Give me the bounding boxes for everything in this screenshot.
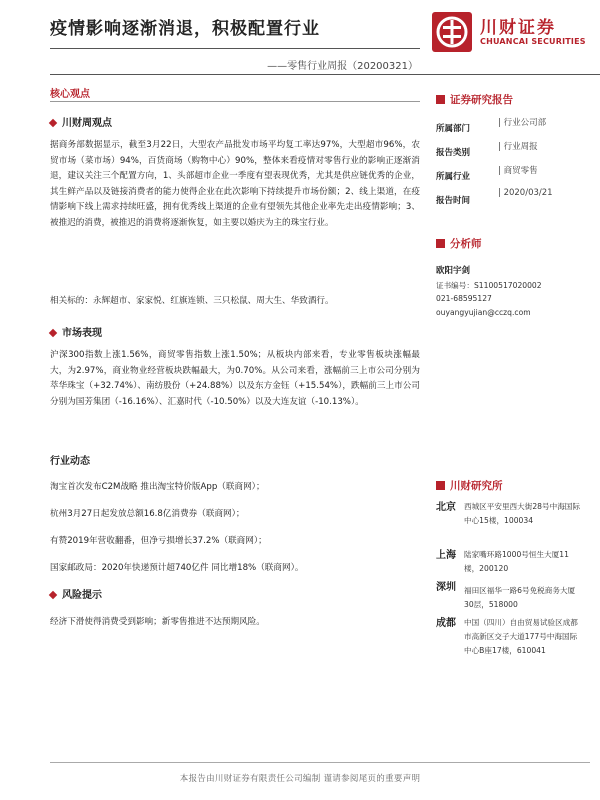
market-heading-text: 市场表现	[62, 328, 102, 339]
weekly-view-text: 据商务部数据显示，截至3月22日，大型农产品批发市场平均复工率达97%，大型超市96%，农贸市场（菜市场）94%，百货商场（购物中心）90%，整体来看疫情对零售行业的影响正逐渐消退，建议关注三个配置方向，1、头部超市企业一季度有望表现优秀，尤其是供应链优秀的企业，其生鲜产品以及链接消费者的能力使得企业在此次影响下持续提升市场份额；2、线上渠道，在疫情影响下线上需求持续旺盛，拥有优秀线上渠道的企业有望领先其他企业率先走出疫情影响；3、被推迟的消费，被推迟的消费将逐渐恢复，如主要以婚庆为主的珠宝行业。	[50, 140, 420, 228]
analyst-heading	[436, 236, 482, 251]
analyst-heading-text: 分析师	[450, 238, 482, 250]
industry-item: 国家邮政局：2020年快递预计超740亿件 同比增18%（联商网）。	[50, 563, 304, 573]
brand-name-cn: 川财证券	[480, 18, 556, 38]
info-value: | 行业周报	[498, 142, 538, 152]
report-info-heading-text: 证券研究报告	[450, 94, 513, 106]
industry-item: 杭州3月27日起发放总额16.8亿消费券（联商网）；	[50, 509, 245, 519]
market-heading	[50, 324, 102, 339]
info-label: 所属部门	[436, 124, 471, 134]
header-divider	[50, 74, 600, 75]
weekly-view-heading	[50, 114, 112, 129]
diamond-bullet-icon	[49, 591, 57, 599]
info-value: | 行业公司部	[498, 118, 547, 128]
title-divider	[50, 48, 420, 49]
analyst-phone: 021-68595127	[436, 294, 492, 303]
info-value: | 2020/03/21	[498, 188, 553, 198]
info-value-text: 2020/03/21	[503, 188, 553, 198]
info-row	[436, 164, 600, 188]
report-title: 疫情影响逐渐消退，积极配置行业	[50, 19, 320, 39]
research-institute-heading-text: 川财研究所	[450, 480, 503, 492]
chuancai-logo-icon	[432, 12, 472, 52]
info-row	[436, 116, 600, 140]
info-value-text: 行业周报	[503, 142, 538, 152]
research-institute-heading	[436, 478, 503, 493]
info-row	[436, 140, 600, 164]
analyst-name: 欧阳宇剑	[436, 266, 471, 276]
info-label: 所属行业	[436, 172, 471, 182]
industry-item: 淘宝首次发布C2M战略 推出淘宝特价版App（联商网）；	[50, 482, 265, 492]
info-label: 报告类别	[436, 148, 471, 158]
info-value-text: 行业公司部	[503, 118, 547, 128]
office-city: 成都	[436, 618, 456, 629]
core-view-label: 核心观点	[50, 89, 90, 100]
industry-item: 有赞2019年营收翻番，但净亏损增长37.2%（联商网）；	[50, 536, 267, 546]
report-info-heading	[436, 92, 513, 107]
risk-heading-text: 风险提示	[62, 590, 102, 601]
market-text: 沪深300指数上涨1.56%，商贸零售指数上涨1.50%；从板块内部来看，专业零售板块涨幅最大，为2.97%，商业物业经营板块跌幅最大，为0.70%。从公司来看，涨幅前三上市公司分别为萃华珠宝（+32.74%）、南纺股份（+24.88%）以及东方金钰（+15.54%），跌幅前三上市公司分别为国芳集团（-16.16%）、汇嘉时代（-10.50%）以及大连友谊（-10.13%）。	[50, 350, 420, 407]
brand-name-en: CHUANCAI SECURITIES	[480, 37, 586, 46]
report-subtitle: ——零售行业周报（20200321）	[267, 61, 418, 72]
square-bullet-icon	[436, 239, 445, 248]
core-divider	[50, 101, 420, 102]
report-info-table	[436, 116, 600, 212]
weekly-view-heading-text: 川财周观点	[62, 118, 112, 129]
square-bullet-icon	[436, 95, 445, 104]
info-value-text: 商贸零售	[503, 166, 538, 176]
office-address: 西城区平安里西大街28号中海国际中心15楼，100034	[464, 502, 580, 525]
risk-text: 经济下滑使得消费受到影响；新零售推进不达预期风险。	[50, 617, 265, 627]
office-city: 北京	[436, 502, 456, 513]
footer-divider	[50, 762, 590, 763]
analyst-license: 证书编号：S1100517020002	[436, 281, 542, 290]
office-city: 深圳	[436, 582, 456, 593]
diamond-bullet-icon	[49, 119, 57, 127]
square-bullet-icon	[436, 481, 445, 490]
analyst-email[interactable]: ouyangyujian@cczq.com	[436, 308, 531, 317]
diamond-bullet-icon	[49, 329, 57, 337]
office-address: 中国（四川）自由贸易试验区成都市高新区交子大道177号中海国际中心B座17楼，610041	[464, 618, 578, 655]
info-value: | 商贸零售	[498, 166, 538, 176]
office-address: 陆家嘴环路1000号恒生大厦11楼，200120	[464, 550, 569, 573]
office-address: 福田区福华一路6号免税商务大厦30层，518000	[464, 586, 576, 609]
info-row	[436, 188, 600, 212]
industry-heading: 行业动态	[50, 456, 90, 467]
office-city: 上海	[436, 550, 456, 561]
info-label: 报告时间	[436, 196, 471, 206]
footer-disclaimer: 本报告由川财证券有限责任公司编制 谨请参阅尾页的重要声明	[179, 774, 421, 784]
risk-heading	[50, 586, 102, 601]
related-stocks: 相关标的：永辉超市、家家悦、红旗连锁、三只松鼠、周大生、华致酒行。	[50, 296, 334, 306]
